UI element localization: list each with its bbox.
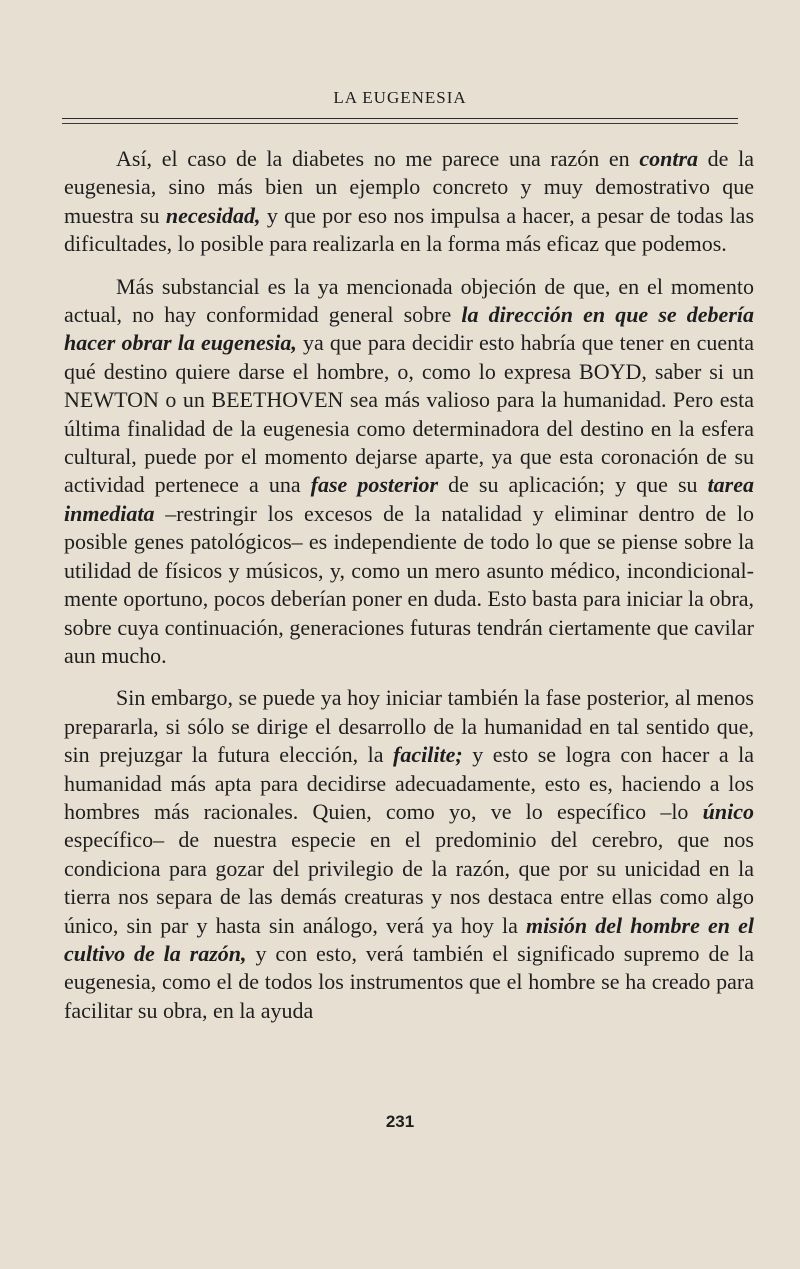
text-run: de la eugenesia, sino más bien un ejemplo concreto y muy demostrativo que muestra su	[64, 146, 754, 228]
emphasis-text: misión del hombre en el cultivo de la razón,	[64, 912, 754, 966]
text-run: de su aplicación; y que su	[438, 472, 708, 498]
text-run: –restringir los excesos de la natalidad y eliminar dentro de lo posible genes patológicos– es independiente de todo lo que se piense sobre la utilidad de físicos y músicos, y, como un mero asunto médico, incondicionalmente oportuno, pocos deberían poner en duda. Esto basta para iniciar la obra, sobre cuya continuación, generaciones futuras tendrán ciertamente que cavilar aun mucho.	[64, 500, 754, 668]
emphasis-text: facilite;	[393, 742, 463, 768]
text-run: y esto se logra con hacer a la humanidad más apta para decidirse adecuadamente, esto es, haciendo a los hombres más racionales. Quien, como yo, ve lo específico –lo	[64, 742, 754, 824]
emphasis-text: contra	[639, 146, 699, 171]
emphasis-text: la dirección en que se debería hacer obrar la eugenesia,	[64, 302, 754, 356]
page-number: 231	[385, 1112, 415, 1131]
text-run: y con esto, verá también el significado supremo de la eugenesia, como el de todos los instrumentos que el hombre se ha creado para facilitar su obra, en la ayuda	[64, 940, 754, 1023]
body-text	[64, 145, 754, 1025]
text-run: Sin embargo, se puede ya hoy iniciar también la fase posterior, al menos prepararla, si sólo se dirige el desarrollo de la humanidad en tal sentido que, sin prejuzgar la futura elección, la	[64, 685, 754, 768]
emphasis-text: necesidad,	[165, 202, 261, 228]
emphasis-text: tarea inmediata	[64, 472, 755, 526]
running-header: LA EUGENESIA	[333, 88, 467, 107]
paragraph-3	[64, 684, 754, 1025]
header-rule-bottom	[62, 123, 738, 124]
header-rule-top	[62, 118, 738, 119]
text-run: Más substancial es la ya mencionada objeción de que, en el momento actual, no hay conformidad general sobre	[64, 273, 754, 328]
paragraph-1	[64, 145, 754, 259]
emphasis-text: fase posterior	[310, 472, 439, 498]
paragraph-2	[64, 273, 754, 671]
text-run: específico– de nuestra especie en el predominio del cerebro, que nos condiciona para gozar del privilegio de la razón, que por su unicidad en la tierra nos separa de las demás creaturas y nos destaca entre ellas como algo único, sin par y hasta sin análogo, verá ya hoy la	[64, 827, 754, 938]
emphasis-text: único	[702, 798, 754, 824]
text-run: y que por eso nos impulsa a hacer, a pesar de todas las dificultades, lo posible para realizarla en la forma más eficaz que podemos.	[64, 202, 755, 257]
text-run: ya que para decidir esto habría que tener en cuenta qué destino quiere darse el hombre, o, como lo expresa BOYD, saber si un NEWTON o un BEETHOVEN sea más valioso para la humanidad. Pero esta última finalidad de la eugenesia como determinadora del destino en la esfera cultural, puede por el momento dejarse aparte, ya que esta coronación de su actividad pertenece a una	[64, 330, 755, 498]
text-run: Así, el caso de la diabetes no me parece una razón en	[116, 146, 640, 171]
